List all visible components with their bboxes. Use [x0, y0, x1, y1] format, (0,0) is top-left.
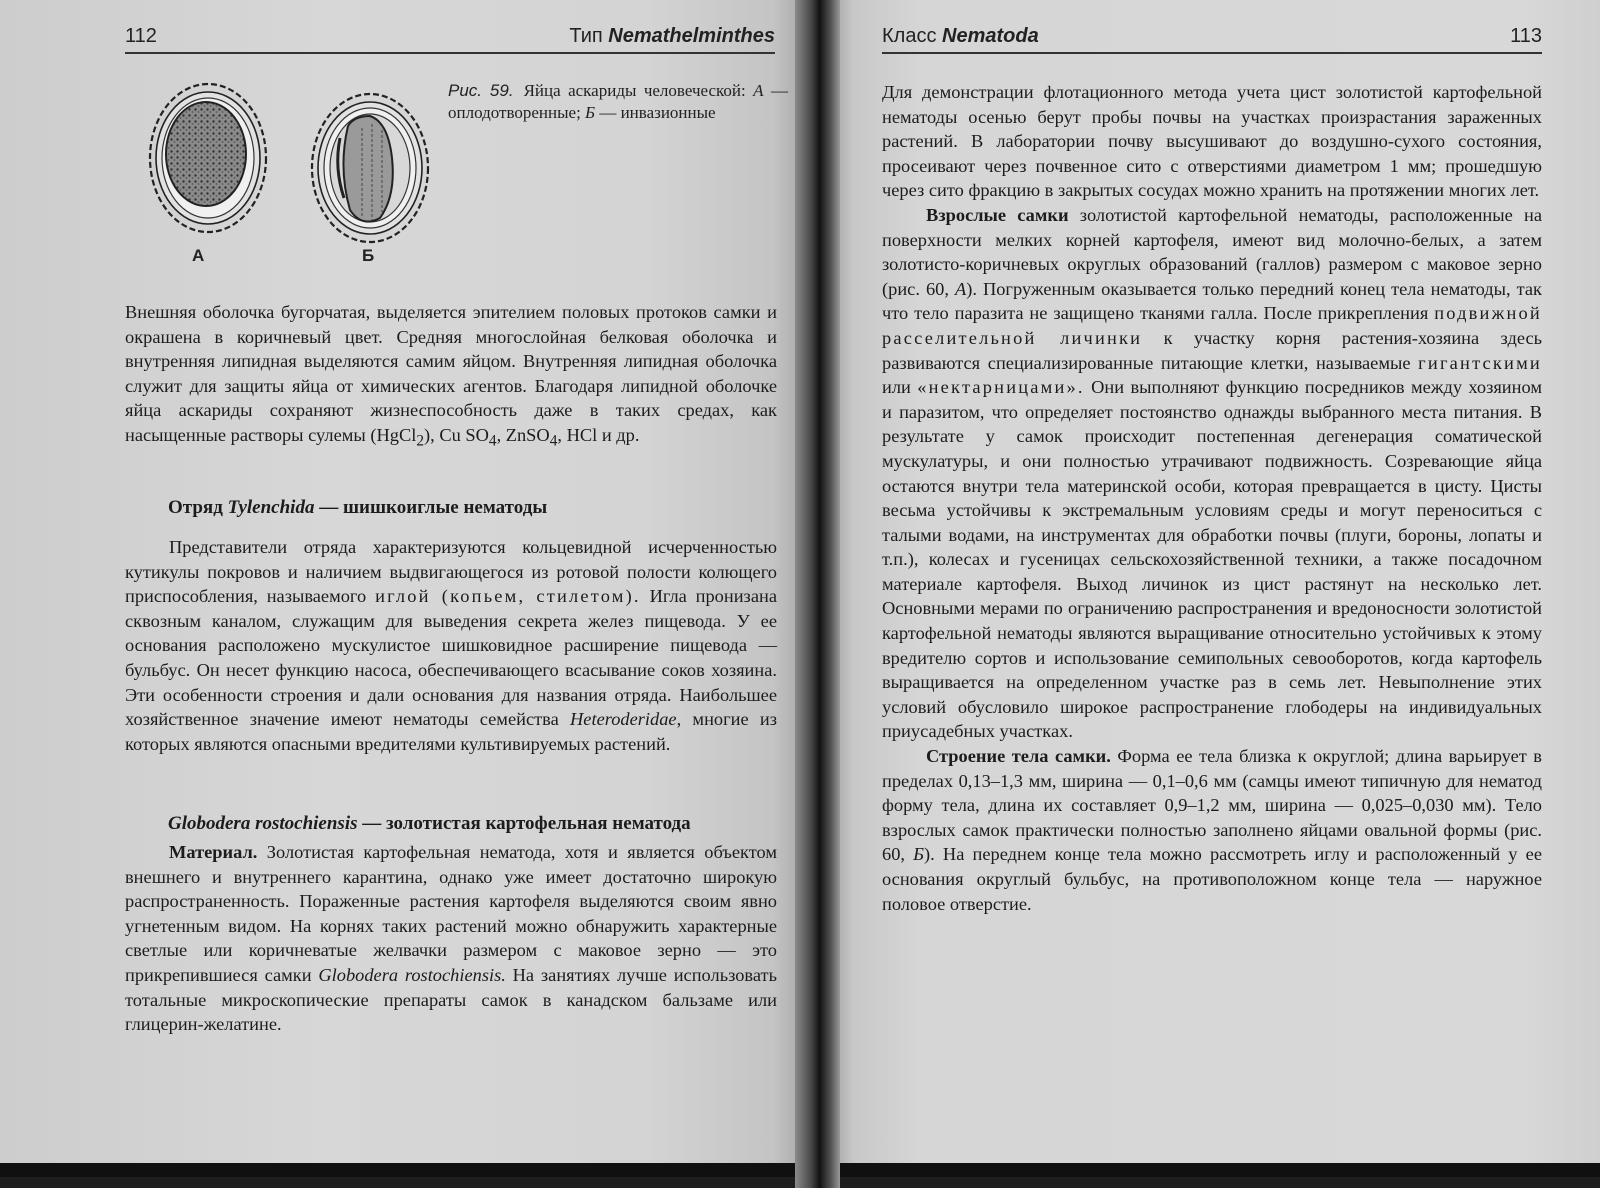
- left-running-header: [125, 14, 775, 54]
- left-body-block-3: [125, 840, 777, 1037]
- book-gutter: [795, 0, 840, 1188]
- left-body-block-1: [125, 300, 777, 454]
- right-running-title: Класс Nematoda: [882, 25, 1039, 47]
- paragraph-tylenchida: Представители отряда характеризуются кольцевидной исчерченностью кутикулы покровов и наличием выдвигающегося из ротовой полости колющего приспособления, называемого иглой (копьем, стилетом). Игла пронизана сквозным каналом, служащим для выведения секрета желез пищевода. У ее основания расположено мускулистое шишковидное расширение пищевода — бульбус. Он несет функцию насоса, обеспечивающего всасывание соков хозяина. Эти особенности строения и дали основания для названия отряда. Наибольшее хозяйственное значение имеют нематоды семейства Heteroderidae, многие из которых являются опасными вредителями культивируемых растений.: [125, 537, 777, 754]
- figure-panel-label-b: Б: [362, 246, 375, 265]
- paragraph-flotation-method: Для демонстрации флотационного метода учета цист золотистой картофельной нематоды осенью берут пробы почвы на участках произрастания зараженных растений. В лаборатории почву высушивают до воздушно-сухого состояния, просеивают через почвенное сито с отверстиями диаметром 1 мм; прошедшую через сито фракцию в закрытых сосудах можно хранить на протяжении многих лет.: [882, 82, 1542, 201]
- egg-fertilized: [150, 84, 266, 232]
- paragraph-egg-shells: Внешняя оболочка бугорчатая, выделяется эпителием половых протоков самки и окрашена в коричневый цвет. Средняя многослойная белковая оболочка и внутренняя липидная выделяются самим яйцом. Внутренняя липидная оболочка служит для защиты яйца от химических агентов. Благодаря липидной оболочке яйца аскариды сохраняют жизнеспособность даже в таких средах, как насыщенные растворы сулемы (HgCl$_2$), Cu $SO_4$, ZnSO$_4$, HCl и др.: [125, 302, 777, 450]
- egg-invasive: [312, 94, 428, 242]
- figure-caption: Рис. 59. Яйца аскариды человеческой: А — оплодотворенные; Б — инвазионные: [448, 81, 788, 122]
- figure-59-ascaris-eggs: [140, 78, 440, 278]
- left-running-title: Тип Nemathelminthes: [569, 25, 775, 47]
- right-page: [830, 0, 1600, 1177]
- right-running-header: [882, 14, 1542, 54]
- heading-globodera: Globodera rostochiensis — золотистая картофельная нематода: [168, 813, 691, 834]
- right-body: [882, 80, 1542, 916]
- page-number-right: 113: [1510, 25, 1542, 47]
- figure-caption-number: Рис. 59.: [448, 81, 514, 100]
- paragraph-adult-females: Взрослые самки золотистой картофельной нематоды, расположенные на поверхности мелких корней картофеля, имеют вид молочно-белых, а затем золотисто-коричневых округлых образований (галлов) размером с маковое зерно (рис. 60, А). Погруженным оказывается только передний конец тела нематоды, так что тело паразита не защищено тканями галла. После прикрепления подвижной расселительной личинки к участку корня растения-хозяина здесь развиваются специализированные питающие клетки, называемые гигантскими или «нектарницами». Они выполняют функцию посредников между хозяином и паразитом, что определяет постоянство однажды выбранного места питания. В результате у самок происходит постепенная дегенерация соматической мускулатуры, и они полностью утрачивают подвижность. Созревающие яйца остаются внутри тела материнской особи, которая превращается в цисту. Цисты весьма устойчивы к экстремальным условиям среды и могут переноситься с талыми водами, на инструментах для обработки почвы (плуги, бороны, лопаты и т.п.), колесах и гусеницах сельскохозяйственной техники, а также посадочном материале картофеля. Выход личинок из цист растянут на несколько лет. Основными мерами по ограничению распространения и вредоносности золотистой картофельной нематоды являются выращивание относительно устойчивых к этому вредителю сортов и использование семипольных севооборотов, когда картофель выращивается на определенном участке раз в семь лет. Невыполнение этих условий обусловило широкое распространение глободеры на индивидуальных приусадебных участках.: [882, 204, 1542, 742]
- ascaris-eggs-illustration: [140, 78, 440, 278]
- left-body-block-2: [125, 535, 777, 756]
- left-page: [0, 0, 805, 1177]
- page-number-left: 112: [125, 25, 157, 47]
- paragraph-material: Материал. Золотистая картофельная нематода, хотя и является объектом внешнего и внутреннего карантина, однако уже имеет достаточно широкую распространенность. Пораженные растения картофеля выделяются своим явно угнетенным видом. На корнях таких растений можно обнаружить характерные светлые или коричневатые желвачки размером с маковое зерно — это прикрепившиеся самки Globodera rostochiensis. На занятиях лучше использовать тотальные микроскопические препараты самок в канадском бальзаме или глицерин-желатине.: [125, 842, 777, 1035]
- figure-panel-label-a: А: [192, 246, 205, 265]
- paragraph-female-structure: Строение тела самки. Форма ее тела близка к округлой; длина варьирует в пределах 0,13–1,3 мм, ширина — 0,1–0,6 мм (самцы имеют типичную для нематод форму тела, длина их составляет 0,9–1,2 мм, ширина — 0,025–0,030 мм). Тело взрослых самок практически полностью заполнено яйцами овальной формы (рис. 60, Б). На переднем конце тела можно рассмотреть иглу и расположенный у ее основания округлый бульбус, на противоположном конце тела — наружное половое отверстие.: [882, 746, 1542, 914]
- heading-order-tylenchida: Отряд Tylenchida — шишкоиглые нематоды: [168, 497, 548, 518]
